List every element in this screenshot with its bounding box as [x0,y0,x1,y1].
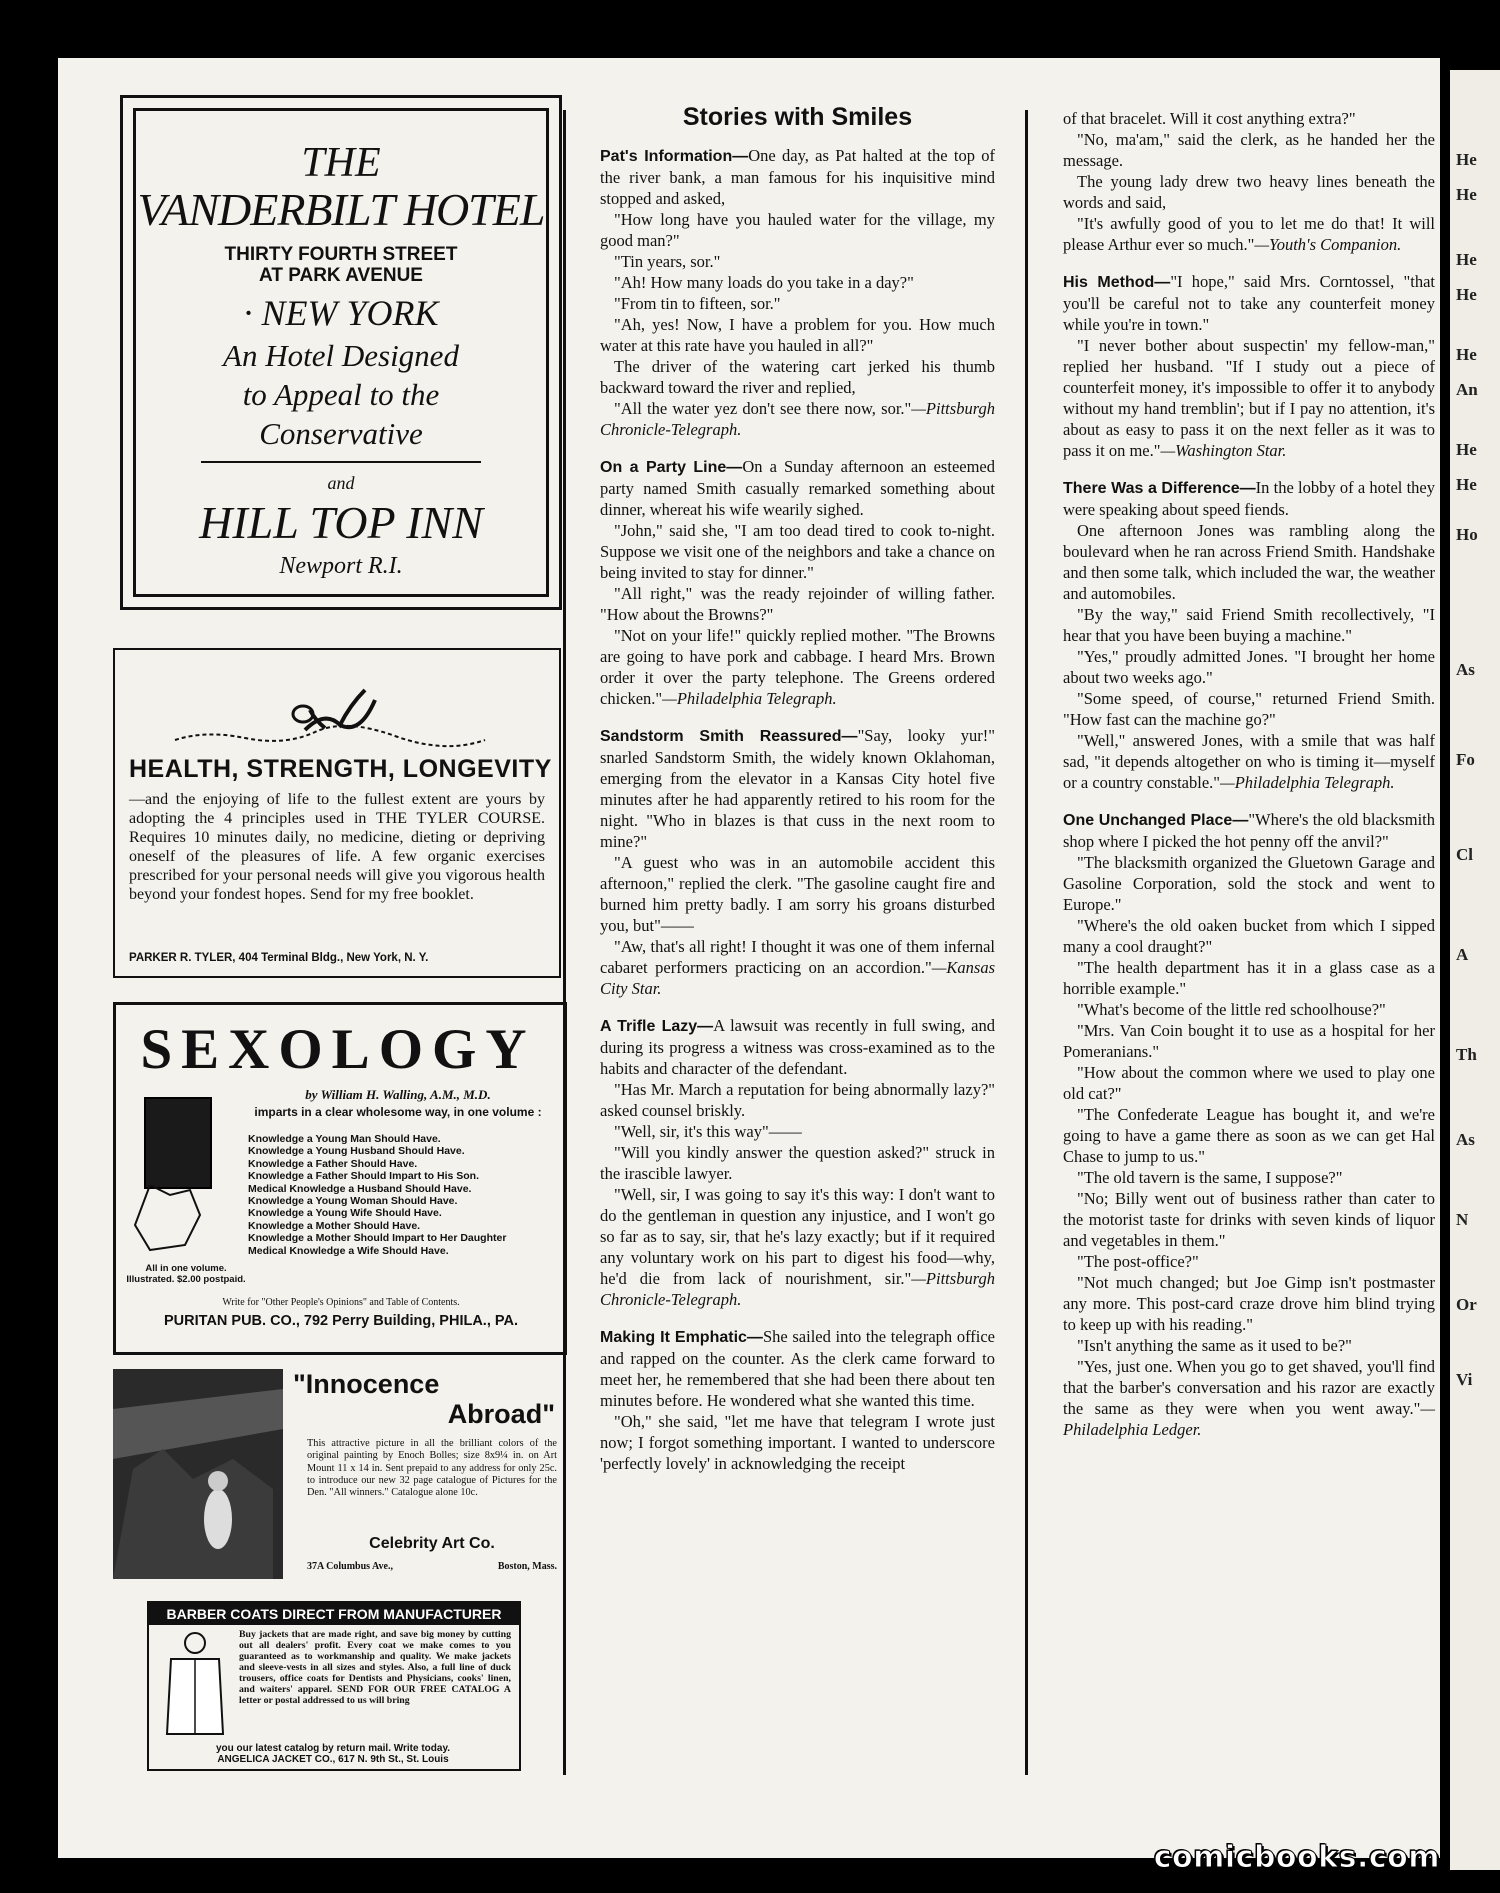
column-rule [1025,110,1028,1775]
story-source: —Philadelphia Telegraph. [1220,773,1395,792]
sexology-ad [113,1002,567,1355]
health-heading: HEALTH, STRENGTH, LONGEVITY [129,755,552,783]
sexology-author: by William H. Walling, A.M., M.D. [305,1087,491,1102]
story-paragraph-start [1063,809,1435,852]
hotel-divider [201,461,481,463]
hotel-tagline-3: Conservative [259,416,423,451]
innocence-description: This attractive picture in all the brilliant colors of the original painting by Enoch Bolles; size 8x9¼ in. on Art Mount 11 x 14 in. Sent prepaid to any address for only 25c. to introduce our new 32 page catalogue of Pictures for the Den. "All winners." Catalogue alone 10c. [307,1438,557,1499]
hotel-name: VANDERBILT HOTEL [137,184,545,235]
story-paragraph-start [600,1015,995,1079]
sexology-contents-list [248,1133,506,1257]
story-source: —Youth's Companion. [1254,235,1402,254]
story-paragraph [1063,604,1435,646]
story-text: "The Confederate League has bought it, and we're going to have a game there as soon as we can get Hal Chase to jump to us." [1063,1105,1435,1166]
story-paragraph [600,251,995,272]
story-paragraph [1063,171,1435,213]
story-paragraph [600,583,995,625]
sexology-publisher: PURITAN PUB. CO., 792 Perry Building, PHILA., PA. [164,1313,518,1329]
story-text: "How long have you hauled water for the village, my good man?" [600,210,995,250]
innocence-address-line [307,1561,557,1572]
story-paragraph [1063,1020,1435,1062]
story-paragraph [1063,999,1435,1020]
story-text: "I hope," said Mrs. Corntossel, "that you'll be careful not to take any counterfeit money while you're in town." [1063,272,1435,334]
story-text: "What's become of the little red schoolhouse?" [1077,1000,1386,1019]
list-item: Knowledge a Father Should Impart to His Son. [248,1170,480,1183]
story-paragraph-start [600,456,995,520]
story-heading: One Unchanged Place— [1063,812,1249,829]
sexology-title: SEXOLOGY [140,1018,536,1081]
story-paragraph [1063,108,1435,129]
story-text: "No, ma'am," said the clerk, as he handed her the message. [1063,130,1435,170]
story-text: On a Sunday afternoon an esteemed party named Smith casually remarked something about dinner, whereat his wife wearily sighed. [600,457,995,519]
story-source: —Philadelphia Ledger. [1063,1399,1435,1439]
column-rule [563,110,566,1775]
story-paragraph [1063,213,1435,255]
story-paragraph [1063,129,1435,171]
story-text: "All the water yez don't see there now, sor." [614,399,912,418]
story-text: "Well," answered Jones, with a smile that was half sad, "it depends altogether on who is timing it—myself or a country constable." [1063,731,1435,792]
story-text: "Not on your life!" quickly replied mother. "The Browns are going to have pork and cabbage. I heard Mrs. Brown order it over the party telephone. The Greens ordered chicken." [600,626,995,708]
story-text: "Say, looky yur!" snarled Sandstorm Smith, the widely known Oklahoman, emerging from the elevator in a Kansas City hotel five minutes after he had apparently retired to his room for the night. "Who in blazes is that cuss in the next room to mine?" [600,726,995,851]
innocence-address: 37A Columbus Ave., [307,1561,393,1572]
story-paragraph [1063,957,1435,999]
story-text: "A guest who was in an automobile accident this afternoon," replied the clerk. "The gasoline caught fire and burned him pretty badly. I am sorry his groans disturbed you, but"—— [600,853,995,935]
story-text: "Yes," proudly admitted Jones. "I brought her home about two weeks ago." [1063,647,1435,687]
story-paragraph [600,1142,995,1184]
barber-body: Buy jackets that are made right, and save big money by cutting out all dealers' profit. Every coat we make comes to you guaranteed as to workmanship and quality. We make jackets and sleeve-vests in all sizes and styles. Also, a full line of duck trousers, office coats for Dentists and Physicians, cooks' linen, and waiters' apparel. SEND FOR OUR FREE CATALOG A letter or postal addressed to us will bring [239,1629,511,1706]
list-item: Knowledge a Father Should Have. [248,1157,418,1170]
story-text: "Not much changed; but Joe Gimp isn't postmaster any more. This post-card craze drove him blind trying to keep up with his reading." [1063,1273,1435,1334]
story-source: —Pittsburgh Chronicle-Telegraph. [600,399,995,439]
book-illustration [144,1097,212,1189]
story-paragraph [1063,1188,1435,1251]
barber-header: BARBER COATS DIRECT FROM MANUFACTURER [149,1603,519,1625]
story-text: She sailed into the telegraph office and rapped on the counter. As the clerk came forward to meet her, he remembered that she had been there about ten minutes before. He wondered what she wanted this time. [600,1327,996,1410]
story-heading: Sandstorm Smith Reassured— [600,728,858,745]
adjacent-page-edge: He He He He He An He He Ho As Fo Cl A Th As N Or Vi [1440,70,1500,1870]
story-paragraph [600,936,995,999]
story-text: "Yes, just one. When you go to get shaved, you'll find that the barber's conversation and his razor are exactly the same as they were when you went away." [1063,1357,1435,1418]
story-paragraph [600,356,995,398]
story-paragraph [1063,852,1435,915]
story-text: "The post-office?" [1077,1252,1199,1271]
story-text: "By the way," said Friend Smith recollectively, "I hear that you have been buying a machine." [1063,605,1435,645]
story-text: of that bracelet. Will it cost anything extra?" [1063,109,1356,128]
story-text: "Aw, that's all right! I thought it was one of them infernal cabaret performers practicing on an accordion." [600,937,995,977]
story-text: "Oh," she said, "let me have that telegram I wrote just now; I forgot something important. I wanted to underscore 'perfectly lovely' in acknowledging the receipt [600,1412,995,1473]
barber-footer-2: ANGELICA JACKET CO., 617 N. 9th St., St. Louis [217,1754,449,1765]
story-source: —Pittsburgh Chronicle-Telegraph. [600,1269,995,1309]
story-paragraph-start [600,725,995,852]
vanderbilt-hotel-ad [120,95,562,610]
story-text: "The old tavern is the same, I suppose?" [1077,1168,1343,1187]
hand-illustration [130,1185,220,1255]
story-paragraph [1063,1062,1435,1104]
story-text: One afternoon Jones was rambling along the boulevard when he ran across Friend Smith. Handshake and then some talk, which included the war, the weather and automobiles. [1063,521,1435,603]
painting-illustration [113,1369,283,1579]
story-paragraph [1063,688,1435,730]
list-item: Medical Knowledge a Wife Should Have. [248,1244,449,1257]
story-paragraph [600,520,995,583]
story-paragraph [600,625,995,709]
list-item: Knowledge a Young Woman Should Have. [248,1195,458,1208]
inn-name: HILL TOP INN [199,497,483,548]
story-paragraph-start [600,145,995,209]
story-paragraph [600,1121,995,1142]
story-text: "Isn't anything the same as it used to be?" [1077,1336,1352,1355]
inn-place: Newport R.I. [279,553,403,579]
story-heading: His Method— [1063,274,1171,291]
story-text: "Has Mr. March a reputation for being abnormally lazy?" asked counsel briskly. [600,1080,995,1120]
story-paragraph [600,293,995,314]
story-paragraph [600,1411,995,1474]
story-source: —Philadelphia Telegraph. [662,689,837,708]
innocence-title-2: Abroad" [447,1399,555,1429]
story-text: "Well, sir, I was going to say it's this way: I don't want to do the gentleman in question any injustice, and I won't go so far as to say, sir, that he's lazy exactly; but if it required any voluntary work on his part to digest his food—why, he'd die from lack of nourishment, sir." [600,1185,995,1288]
story-paragraph [600,1079,995,1121]
story-paragraph [1063,1104,1435,1167]
innocence-title-1: "Innocence [293,1369,440,1399]
text-column-1 [600,145,995,1474]
story-paragraph [1063,335,1435,461]
story-text: "All right," was the ready rejoinder of willing father. "How about the Browns?" [600,584,995,624]
watermark: comicbooks.com [1153,1840,1440,1875]
story-paragraph [600,314,995,356]
story-text: A lawsuit was recently in full swing, and during its progress a witness was cross-examined as to the habits and character of the defendant. [600,1016,995,1078]
text-column-2 [1063,108,1435,1440]
tyler-course-ad [113,648,561,978]
barber-footer [155,1743,511,1765]
story-paragraph [1063,915,1435,957]
hotel-address-1: THIRTY FOURTH STREET [224,244,458,265]
list-item: Knowledge a Young Wife Should Have. [248,1207,442,1220]
story-source: —Washington Star. [1160,441,1287,460]
story-heading: On a Party Line— [600,459,743,476]
story-text: One day, as Pat halted at the top of the river bank, a man famous for his inquisitive mind stopped and asked, [600,146,995,208]
story-text: "Tin years, sor." [614,252,721,271]
story-text: "Ah! How many loads do you take in a day?" [614,273,914,292]
hotel-the: THE [301,140,381,186]
reclining-figure-illustration [165,680,495,760]
story-paragraph [1063,1335,1435,1356]
story-heading: Pat's Information— [600,148,749,165]
story-paragraph [600,272,995,293]
story-paragraph [600,398,995,440]
hotel-city: · NEW YORK [243,293,439,333]
story-heading: A Trifle Lazy— [600,1018,714,1035]
story-text: "It's awfully good of you to let me do that! It will please Arthur ever so much." [1063,214,1435,254]
story-text: "The blacksmith organized the Gluetown Garage and Gasoline Corporation, sold the stock and went to Europe." [1063,853,1435,914]
story-text: "The health department has it in a glass case as a horrible example." [1063,958,1435,998]
story-text: "I never bother about suspectin' my fellow-man," replied her husband. "If I study out a piece of counterfeit money, it's impossible to offer it to anybody without my hand tremblin'; but if I pay no attention, it's about as easy to pass it on the next feller as it was to pass it on me." [1063,336,1435,460]
innocence-abroad-ad [113,1369,561,1584]
health-body: —and the enjoying of life to the fullest extent are yours by adopting the 4 principles used in THE TYLER COURSE. Requires 10 minutes daily, no medicine, dieting or depriving oneself of the pleasures of life. A few organic exercises prescribed for your personal needs will give you vigorous health beyond your fondest hopes. Send for my free booklet. [129,791,545,903]
sexology-imparts: imparts in a clear wholesome way, in one volume : [254,1105,542,1119]
hotel-tagline-1: An Hotel Designed [223,338,459,373]
sexology-write-for: Write for "Other People's Opinions" and Table of Contents. [222,1297,460,1308]
list-item: Knowledge a Mother Should Impart to Her Daughter [248,1232,507,1245]
man-in-jacket-illustration [157,1629,233,1739]
story-paragraph-start [1063,477,1435,520]
innocence-company: Celebrity Art Co. [369,1535,495,1552]
story-text: "Some speed, of course," returned Friend Smith. "How fast can the machine go?" [1063,689,1435,729]
story-text: "Where's the old blacksmith shop where I picked the hot penny off the anvil?" [1063,810,1435,851]
story-paragraph [1063,1167,1435,1188]
story-text: "Where's the old oaken bucket from which I sipped many a cool draught?" [1063,916,1435,956]
story-text: "Ah, yes! Now, I have a problem for you. How much water at this rate have you hauled in all?" [600,315,995,355]
story-paragraph [600,209,995,251]
story-paragraph-start [600,1326,995,1411]
story-paragraph [1063,646,1435,688]
story-paragraph [1063,520,1435,604]
health-footer: PARKER R. TYLER, 404 Terminal Bldg., New York, N. Y. [129,952,429,964]
story-paragraph [1063,730,1435,793]
hotel-tagline-2: to Appeal to the [242,377,440,412]
story-text: "Mrs. Van Coin bought it to use as a hospital for her Pomeranians." [1063,1021,1435,1061]
story-text: "Will you kindly answer the question asked?" struck in the irascible lawyer. [600,1143,995,1183]
story-text: "No; Billy went out of business rather than cater to the motorist taste for drinks with seven kinds of liquor and vegetables in them." [1063,1189,1435,1250]
section-title: Stories with Smiles [682,103,913,131]
story-paragraph [600,852,995,936]
innocence-city: Boston, Mass. [497,1561,557,1572]
list-item: Knowledge a Mother Should Have. [248,1219,421,1232]
story-text: "Well, sir, it's this way"—— [614,1122,802,1141]
story-paragraph [1063,1356,1435,1440]
barber-coats-ad [147,1601,521,1771]
story-paragraph [1063,1251,1435,1272]
story-source: —Kansas City Star. [600,958,995,998]
story-text: The driver of the watering cart jerked his thumb backward toward the river and replied, [600,357,995,397]
list-item: Knowledge a Young Husband Should Have. [248,1145,465,1158]
story-text: In the lobby of a hotel they were speaking about speed fiends. [1063,478,1435,519]
sexology-price-note: All in one volume. Illustrated. $2.00 postpaid. [126,1263,246,1285]
hotel-and: and [327,473,355,493]
story-paragraph [1063,1272,1435,1335]
story-paragraph [600,1184,995,1310]
story-text: "From tin to fifteen, sor." [614,294,781,313]
hotel-address-2: AT PARK AVENUE [259,265,423,286]
list-item: Knowledge a Young Man Should Have. [248,1133,441,1145]
story-text: The young lady drew two heavy lines beneath the words and said, [1063,172,1435,212]
story-text: "John," said she, "I am too dead tired to cook to-night. Suppose we visit one of the neighbors and take a chance on being invited to stay for dinner." [600,521,995,582]
story-text: "How about the common where we used to play one old cat?" [1063,1063,1435,1103]
story-paragraph-start [1063,271,1435,335]
barber-footer-1: you our latest catalog by return mail. Write today. [215,1743,451,1754]
list-item: Medical Knowledge a Husband Should Have. [248,1182,472,1195]
story-heading: Making It Emphatic— [600,1329,763,1346]
story-heading: There Was a Difference— [1063,480,1256,497]
hotel-ad-inner-frame [133,108,549,597]
